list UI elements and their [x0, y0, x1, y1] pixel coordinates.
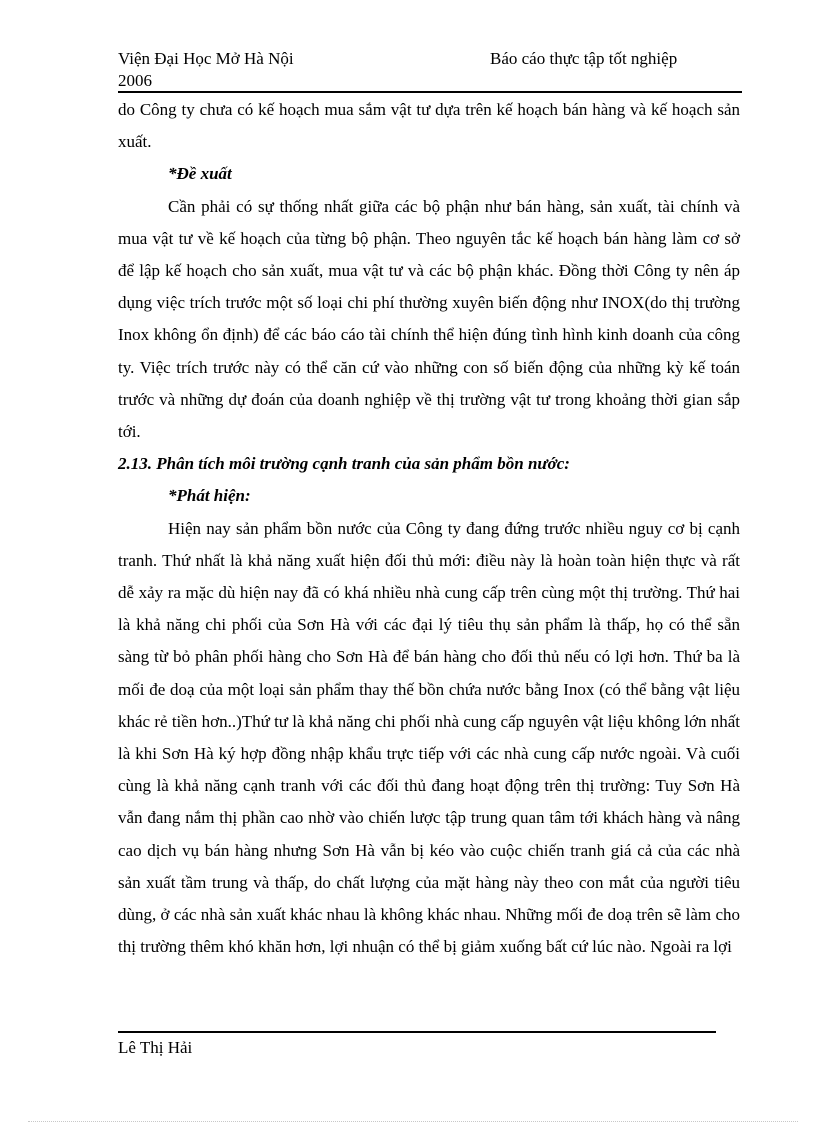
header-divider	[118, 91, 742, 93]
document-body	[118, 94, 740, 963]
paragraph-continued: do Công ty chưa có kế hoạch mua sắm vật tư dựa trên kế hoạch bán hàng và kế hoạch sản xuất.	[118, 100, 740, 152]
footer-divider	[118, 1031, 716, 1033]
header-year: 2006	[118, 71, 152, 90]
header-institution: Viện Đại Học Mở Hà Nội	[118, 49, 294, 68]
subheading-findings: *Phát hiện:	[168, 486, 251, 506]
paragraph-proposal: Cần phải có sự thống nhất giữa các bộ phận như bán hàng, sản xuất, tài chính và mua vật tư về kế hoạch của từng bộ phận. Theo nguyên tắc kế hoạch bán hàng làm cơ sở để lập kế hoạch cho sản xuất, mua vật tư và các bộ phận khác. Đồng thời Công ty nên áp dụng việc trích trước một số loại chi phí thường xuyên biến động như INOX(do thị trường Inox không ổn định) để các báo cáo tài chính thể hiện đúng tình hình kinh doanh của công ty. Việc trích trước này có thể căn cứ vào những con số biến động của những kỳ kế toán trước và những dự đoán của doanh nghiệp về thị trường vật tư trong khoảng thời gian sắp tới.	[118, 196, 740, 442]
subheading-proposal: *Đề xuất	[168, 164, 232, 184]
page-edge-dots	[28, 1121, 798, 1122]
paragraph-findings: Hiện nay sản phẩm bồn nước của Công ty đang đứng trước nhiều nguy cơ bị cạnh tranh. Thứ nhất là khả năng xuất hiện đối thủ mới: điều này là hoàn toàn hiện thực và rất dễ xảy ra mặc dù hiện nay đã có khá nhiều nhà cung cấp trên cùng một thị trường. Thứ hai là khả năng chi phối của Sơn Hà với các đại lý tiêu thụ sản phẩm là thấp, họ có thể sẵn sàng từ bỏ phân phối hàng cho Sơn Hà để bán hàng cho đối thủ nếu có lợi hơn. Thứ ba là mối đe doạ của một loại sản phẩm thay thế bồn chứa nước bằng Inox (có thể bằng vật liệu khác rẻ tiền hơn..)Thứ tư là khả năng chi phối nhà cung cấp nguyên vật liệu không lớn nhất là khi Sơn Hà ký hợp đồng nhập khẩu trực tiếp với các nhà cung cấp nước ngoài. Và cuối cùng là khả năng cạnh tranh với các đối thủ đang hoạt động trên thị trường: Tuy Sơn Hà vẫn đang nắm thị phần cao nhờ vào chiến lược tập trung quan tâm tới khách hàng và nâng cao dịch vụ bán hàng nhưng Sơn Hà vẫn bị kéo vào cuộc chiến tranh giá cả của các nhà sản xuất tầm trung và thấp, do chất lượng của mặt hàng này theo con mắt của người tiêu dùng, ở các nhà sản xuất khác nhau là không khác nhau. Những mối đe doạ trên sẽ làm cho thị trường thêm khó khăn hơn, lợi nhuận có thể bị giảm xuống bất cứ lúc nào. Ngoài ra lợi	[118, 518, 740, 957]
footer-author: Lê Thị Hải	[118, 1038, 193, 1057]
section-heading: 2.13. Phân tích môi trường cạnh tranh của sản phẩm bồn nước:	[118, 454, 570, 474]
header-report-title: Báo cáo thực tập tốt nghiệp	[490, 49, 678, 68]
